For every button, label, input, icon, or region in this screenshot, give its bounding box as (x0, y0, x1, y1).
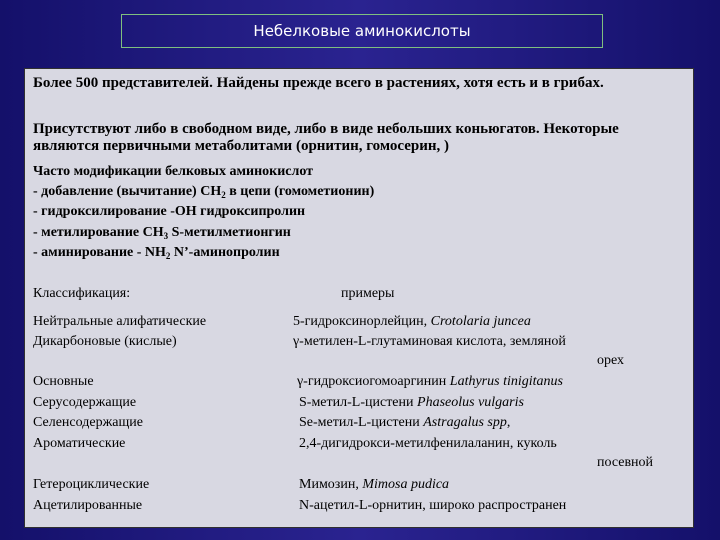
modification-item: - гидроксилирование -OH гидроксипролин (33, 204, 306, 219)
class-label: Нейтральные алифатические (33, 314, 207, 329)
class-example-cont: орех (597, 353, 625, 368)
intro-paragraph-2: Присутствуют либо в свободном виде, либо в виде небольших коньюгатов. Некоторые являются первичными метаболитами (орнитин, гомосерин, ) (33, 121, 619, 154)
class-label: Основные (33, 374, 94, 389)
examples-header: примеры (341, 286, 395, 301)
class-example: 2,4-дигидрокси-метилфенилаланин, куколь (299, 436, 557, 451)
intro-paragraph-1: Более 500 представителей. Найдены прежде всего в растениях, хотя есть и в грибах. (33, 75, 604, 91)
slide-title (121, 14, 603, 48)
class-example: Мимозин, Mimosa pudica (299, 477, 450, 492)
class-example: γ-метилен-L-глутаминовая кислота, земляной (293, 334, 566, 349)
class-example-cont: посевной (597, 455, 654, 470)
class-example: Se-метил-L-цистени Astragalus spp, (299, 415, 511, 430)
modification-item: - метилирование $CH_3$ S-метилметионгин (33, 225, 291, 241)
class-example: N-ацетил-L-орнитин, широко распространен (299, 498, 567, 513)
class-example: 5-гидроксинорлейцин, Crotolaria juncea (293, 314, 531, 329)
class-label: Гетероциклические (33, 477, 150, 492)
content-panel (24, 68, 694, 528)
class-label: Ароматические (33, 436, 126, 451)
class-example: S-метил-L-цистени Phaseolus vulgaris (299, 395, 524, 410)
modification-item: - аминирование - $NH_2$ N’-аминопролин (33, 245, 280, 261)
modification-item: - добавление (вычитание) $CH_2$ в цепи (гомометионин) (33, 184, 375, 200)
classification-header: Классификация: (33, 286, 131, 301)
modifications-heading: Часто модификации белковых аминокислот (33, 164, 314, 179)
class-label: Серусодержащие (33, 395, 137, 410)
class-label: Ацетилированные (33, 498, 143, 513)
class-label: Селенсодержащие (33, 415, 143, 430)
slide-title-text: Небелковые аминокислоты (253, 22, 471, 40)
class-example: γ-гидроксиогомоаргинин Lathyrus tinigitanus (297, 374, 563, 389)
class-label: Дикарбоновые (кислые) (33, 334, 177, 349)
